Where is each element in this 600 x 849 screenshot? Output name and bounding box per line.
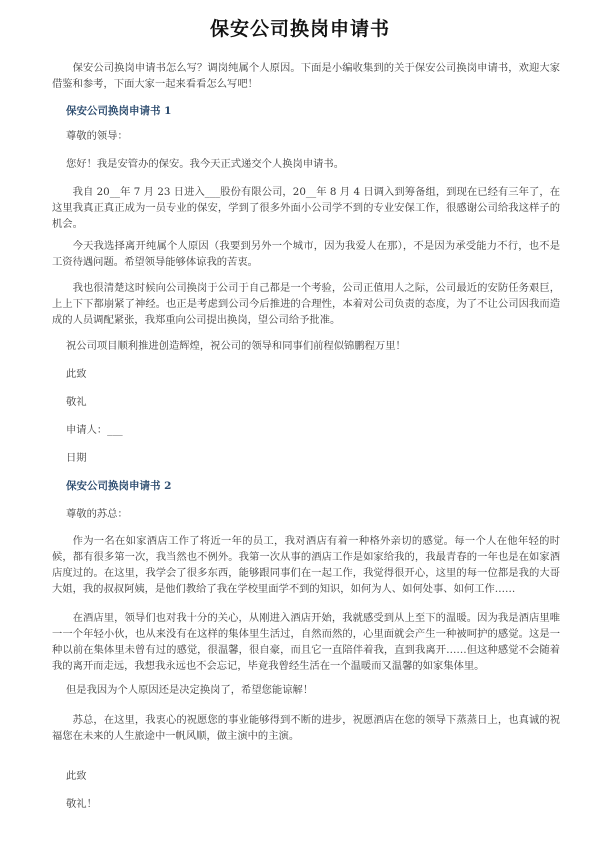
- letter1-paragraph-4: 祝公司项目顺利推进创造辉煌，祝公司的领导和同事们前程似锦鹏程万里！: [66, 340, 406, 352]
- intro-paragraph: 保安公司换岗申请书怎么写？调岗纯属个人原因。下面是小编收集到的关于保安公司换岗申请书，欢迎大家借鉴和参考，下面大家一起来看看怎么写吧！: [52, 62, 560, 90]
- letter1-applicant: 申请人：___: [66, 424, 123, 436]
- letter1-salutation: 尊敬的领导：: [66, 130, 128, 142]
- document-title: 保安公司换岗申请书: [209, 18, 390, 40]
- letter2-closing-2: 敬礼！: [66, 798, 97, 810]
- letter1-closing-2: 敬礼: [66, 396, 87, 408]
- letter2-paragraph-3: 但是我因为个人原因还是决定换岗了，希望您能谅解！: [66, 684, 314, 696]
- letter1-paragraph-3: 我也很清楚这时候向公司换岗于公司于自己都是一个考验，公司正值用人之际，公司最近的安防任务艰巨，上上下下都崩紧了神经。也正是考虑到公司今后推进的合理性，本着对公司负责的态度，为了不让公司因我而造成的人员调配紧张，我郑重向公司提出换岗，望公司给予批准。: [52, 282, 560, 326]
- letter2-heading: 保安公司换岗申请书 2: [66, 480, 172, 492]
- letter2-paragraph-4: 苏总，在这里，我衷心的祝愿您的事业能够得到不断的进步，祝愿酒店在您的领导下蒸蒸日上，也真诚的祝福您在未来的人生旅途中一帆风顺，做主演中的主演。: [52, 714, 560, 742]
- letter1-closing-1: 此致: [66, 368, 87, 380]
- letter2-paragraph-2: 在酒店里，领导们也对我十分的关心，从刚进入酒店开始，我就感受到从上至下的温暖。因为我是酒店里唯一一个年轻小伙，也从来没有在这样的集体里生活过，自然而然的，心里面就会产生一种被呵护的感觉。这是一种以前在集体里未曾有过的感觉，很温馨，很自豪，而且它一直陪伴着我，直到我离开……但这种感觉不会随着我的离开而走远，我想我永远也不会忘记，毕竟我曾经生活在一个温暖而又温馨的如家集体里。: [52, 612, 560, 672]
- letter2-paragraph-1: 作为一名在如家酒店工作了将近一年的员工，我对酒店有着一种格外亲切的感觉。每一个人在他年轻的时候，都有很多第一次，我当然也不例外。我第一次从事的酒店工作是如家给我的，我最青春的一年也是在如家酒店度过的。在这里，我学会了很多东西，能够跟同事们在一起工作，我觉得很开心，这里的每一位都是我的大哥大姐，我的叔叔阿姨，是他们教给了我在学校里面学不到的知识，如何为人、如何处事、如何工作……: [52, 535, 560, 595]
- letter1-paragraph-2: 今天我选择离开纯属个人原因（我要到另外一个城市，因为我爱人在那），不是因为承受能力不行，也不是工资待遇问题。希望领导能够体谅我的苦衷。: [52, 240, 560, 268]
- letter1-date: 日期: [66, 452, 87, 464]
- letter1-heading: 保安公司换岗申请书 1: [66, 105, 172, 117]
- letter2-salutation: 尊敬的苏总：: [66, 508, 128, 520]
- letter1-greeting: 您好！我是安管办的保安。我今天正式递交个人换岗申请书。: [66, 158, 345, 170]
- letter1-paragraph-1: 我自 20__年 7 月 23 日进入___股份有限公司，20__年 8 月 4 日调入到筹备组，到现在已经有三年了，在这里我真正真正成为一员专业的保安，学到了很多外面小公司学不到的专业安保工作，很感谢公司给我这样子的机会。: [52, 186, 560, 230]
- letter2-closing-1: 此致: [66, 770, 87, 782]
